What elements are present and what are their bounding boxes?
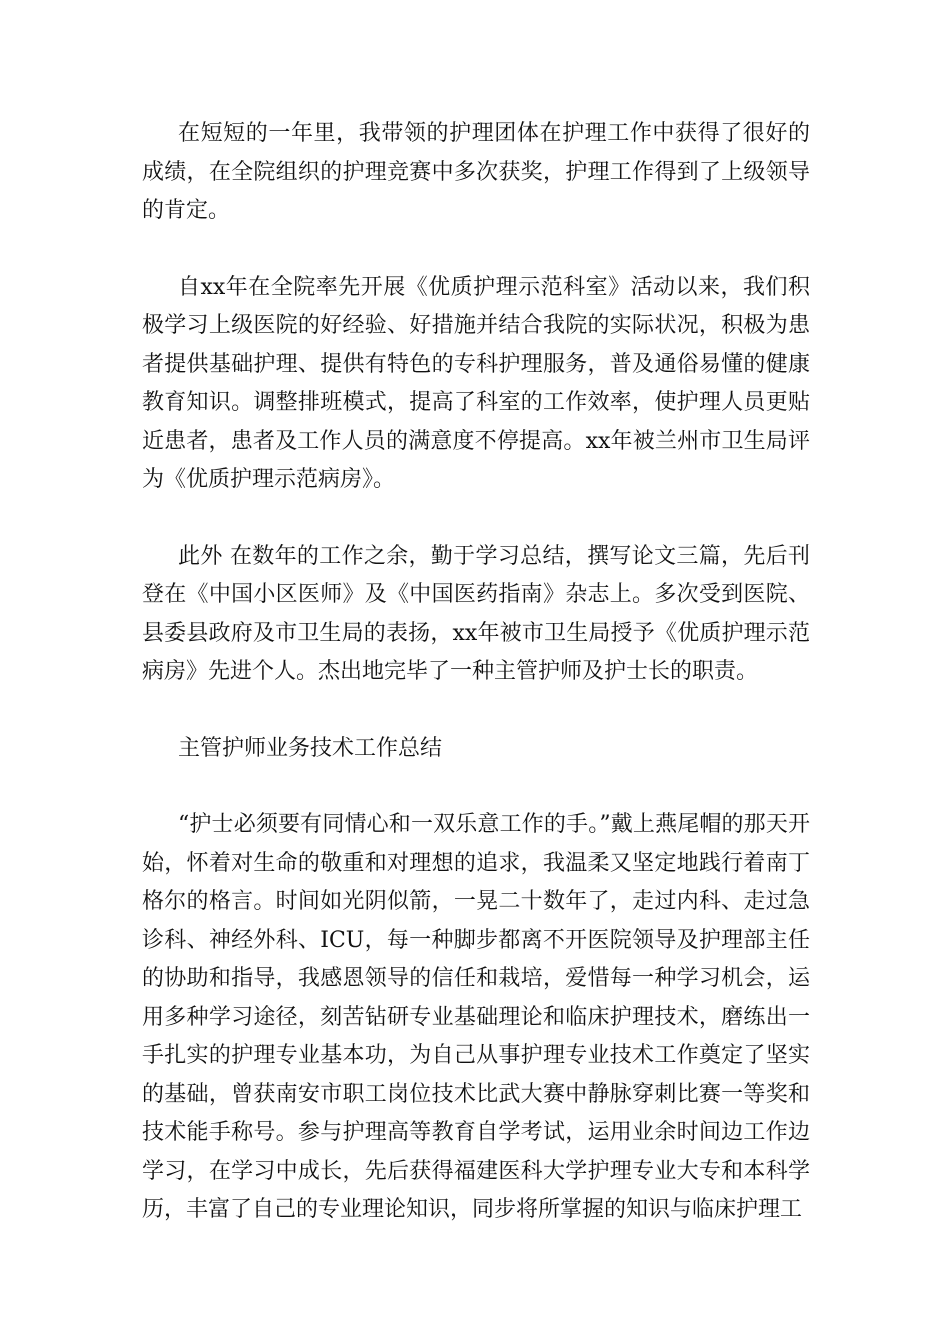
section-heading: 主管护师业务技术工作总结 (178, 735, 443, 761)
paragraph-publications-awards: 此外 在数年的工作之余，勤于学习总结，撰写论文三篇，先后刊登在《中国小区医师》及《中国医药指南》杂志上。多次受到医院、县委县政府及市卫生局的表扬，xx年被市卫生局授予《优质护理示范病房》先进个人。杰出地完毕了一种主管护师及护士长的职责。 (142, 543, 810, 684)
paragraph-nursing-career: “护士必须要有同情心和一双乐意工作的手。”戴上燕尾帽的那天开始，怀着对生命的敬重和对理想的追求，我温柔又坚定地践行着南丁格尔的格言。时间如光阴似箭，一晃二十数年了，走过内科、走过急诊科、神经外科、ICU，每一种脚步都离不开医院领导及护理部主任的协助和指导，我感恩领导的信任和栽培，爱惜每一种学习机会，运用多种学习途径，刻苦钻研专业基础理论和临床护理技术，磨练出一手扎实的护理专业基本功，为自己从事护理专业技术工作奠定了坚实的基础，曾获南安市职工岗位技术比武大赛中静脉穿刺比赛一等奖和技术能手称号。参与护理高等教育自学考试，运用业余时间边工作边学习，在学习中成长，先后获得福建医科大学护理专业大专和本科学历，丰富了自己的专业理论知识，同步将所掌握的知识与临床护理工 (142, 812, 810, 1222)
paragraph-achievements: 在短短的一年里，我带领的护理团体在护理工作中获得了很好的成绩，在全院组织的护理竞赛中多次获奖，护理工作得到了上级领导的肯定。 (142, 121, 810, 223)
paragraph-quality-care-program: 自xx年在全院率先开展《优质护理示范科室》活动以来，我们积极学习上级医院的好经验、好措施并结合我院的实际状况，积极为患者提供基础护理、提供有特色的专科护理服务，普及通俗易懂的健康教育知识。调整排班模式，提高了科室的工作效率，使护理人员更贴近患者，患者及工作人员的满意度不停提高。xx年被兰州市卫生局评为《优质护理示范病房》。 (142, 274, 810, 492)
document-body (142, 115, 810, 1268)
